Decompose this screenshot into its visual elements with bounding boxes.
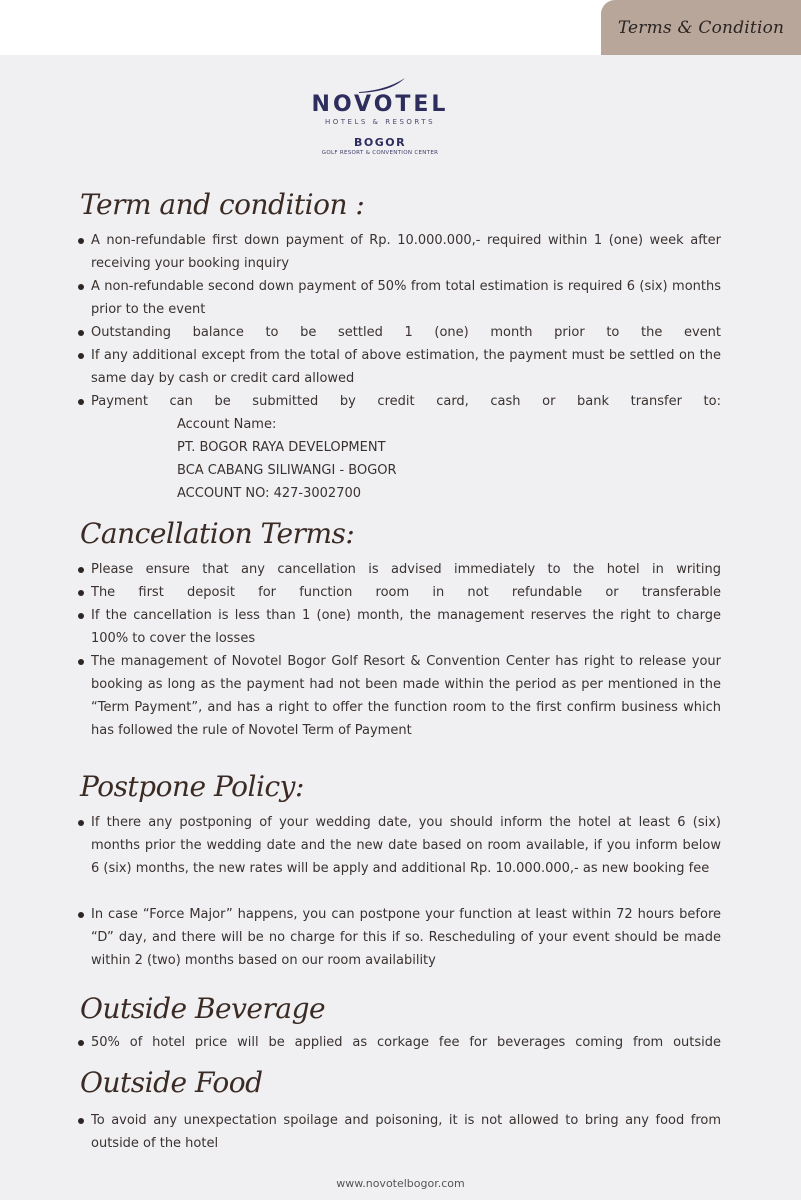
logo-city-subtitle: GOLF RESORT & CONVENTION CENTER <box>321 150 439 156</box>
heading-terms: Term and condition : <box>80 188 365 221</box>
list-item: The first deposit for function room in not refundable or transferable <box>78 581 721 604</box>
bullet-icon <box>78 399 84 405</box>
logo-city: BOGOR <box>353 136 407 149</box>
list-item: A non-refundable first down payment of Rp. 10.000.000,- required within 1 (one) week after receiving your booking inquiry <box>78 229 721 275</box>
bullet-icon <box>78 330 84 336</box>
bullet-icon <box>78 567 84 573</box>
list-item: To avoid any unexpectation spoilage and poisoning, it is not allowed to bring any food from outside of the hotel <box>78 1109 721 1155</box>
account-name-label: Account Name: <box>177 417 277 432</box>
account-number: ACCOUNT NO: 427-3002700 <box>177 486 362 501</box>
heading-beverage: Outside Beverage <box>80 992 326 1025</box>
list-item: The management of Novotel Bogor Golf Resort & Convention Center has right to release your booking as long as the payment had not been made within the period as per mentioned in the “Term Payment”, and has a right to offer the function room to the first confirm business which has followed the rule of Novotel Term of Payment <box>78 650 721 742</box>
list-item: Outstanding balance to be settled 1 (one) month prior to the event <box>78 321 721 344</box>
list-item: Please ensure that any cancellation is advised immediately to the hotel in writing <box>78 558 721 581</box>
list-item: 50% of hotel price will be applied as corkage fee for beverages coming from outside <box>78 1031 721 1054</box>
account-holder: PT. BOGOR RAYA DEVELOPMENT <box>177 440 386 455</box>
list-item: If the cancellation is less than 1 (one) month, the management reserves the right to charge 100% to cover the losses <box>78 604 721 650</box>
bullet-icon <box>78 659 84 665</box>
bullet-icon <box>78 353 84 359</box>
footer-url[interactable]: www.novotelbogor.com <box>336 1177 465 1190</box>
heading-cancellation: Cancellation Terms: <box>80 517 355 550</box>
terms-tab <box>601 0 801 55</box>
bullet-icon <box>78 912 84 918</box>
tab-label: Terms & Condition <box>617 17 785 38</box>
bullet-icon <box>78 1118 84 1124</box>
list-item: If there any postponing of your wedding date, you should inform the hotel at least 6 (six) months prior the wedding date and the new date based on room available, if you inform below 6 (six) months, the new rates will be apply and additional Rp. 10.000.000,- as new booking fee <box>78 811 721 880</box>
list-item: If any additional except from the total of above estimation, the payment must be settled on the same day by cash or credit card allowed <box>78 344 721 390</box>
list-item: Payment can be submitted by credit card, cash or bank transfer to: <box>78 390 721 413</box>
list-item: A non-refundable second down payment of 50% from total estimation is required 6 (six) months prior to the event <box>78 275 721 321</box>
bullet-icon <box>78 284 84 290</box>
heading-postpone: Postpone Policy: <box>80 770 304 803</box>
bank-branch: BCA CABANG SILIWANGI - BOGOR <box>177 463 397 478</box>
logo-subtitle: HOTELS & RESORTS <box>324 118 436 126</box>
novotel-logo <box>290 78 470 156</box>
list-item: In case “Force Major” happens, you can postpone your function at least within 72 hours before “D” day, and there will be no charge for this if so. Rescheduling of your event should be made within 2 (two) months based on our room availability <box>78 903 721 972</box>
bullet-icon <box>78 590 84 596</box>
bullet-icon <box>78 613 84 619</box>
logo-brand: NOVOTEL <box>311 92 449 117</box>
bullet-icon <box>78 1040 84 1046</box>
bullet-icon <box>78 238 84 244</box>
heading-food: Outside Food <box>80 1066 263 1099</box>
bullet-icon <box>78 820 84 826</box>
